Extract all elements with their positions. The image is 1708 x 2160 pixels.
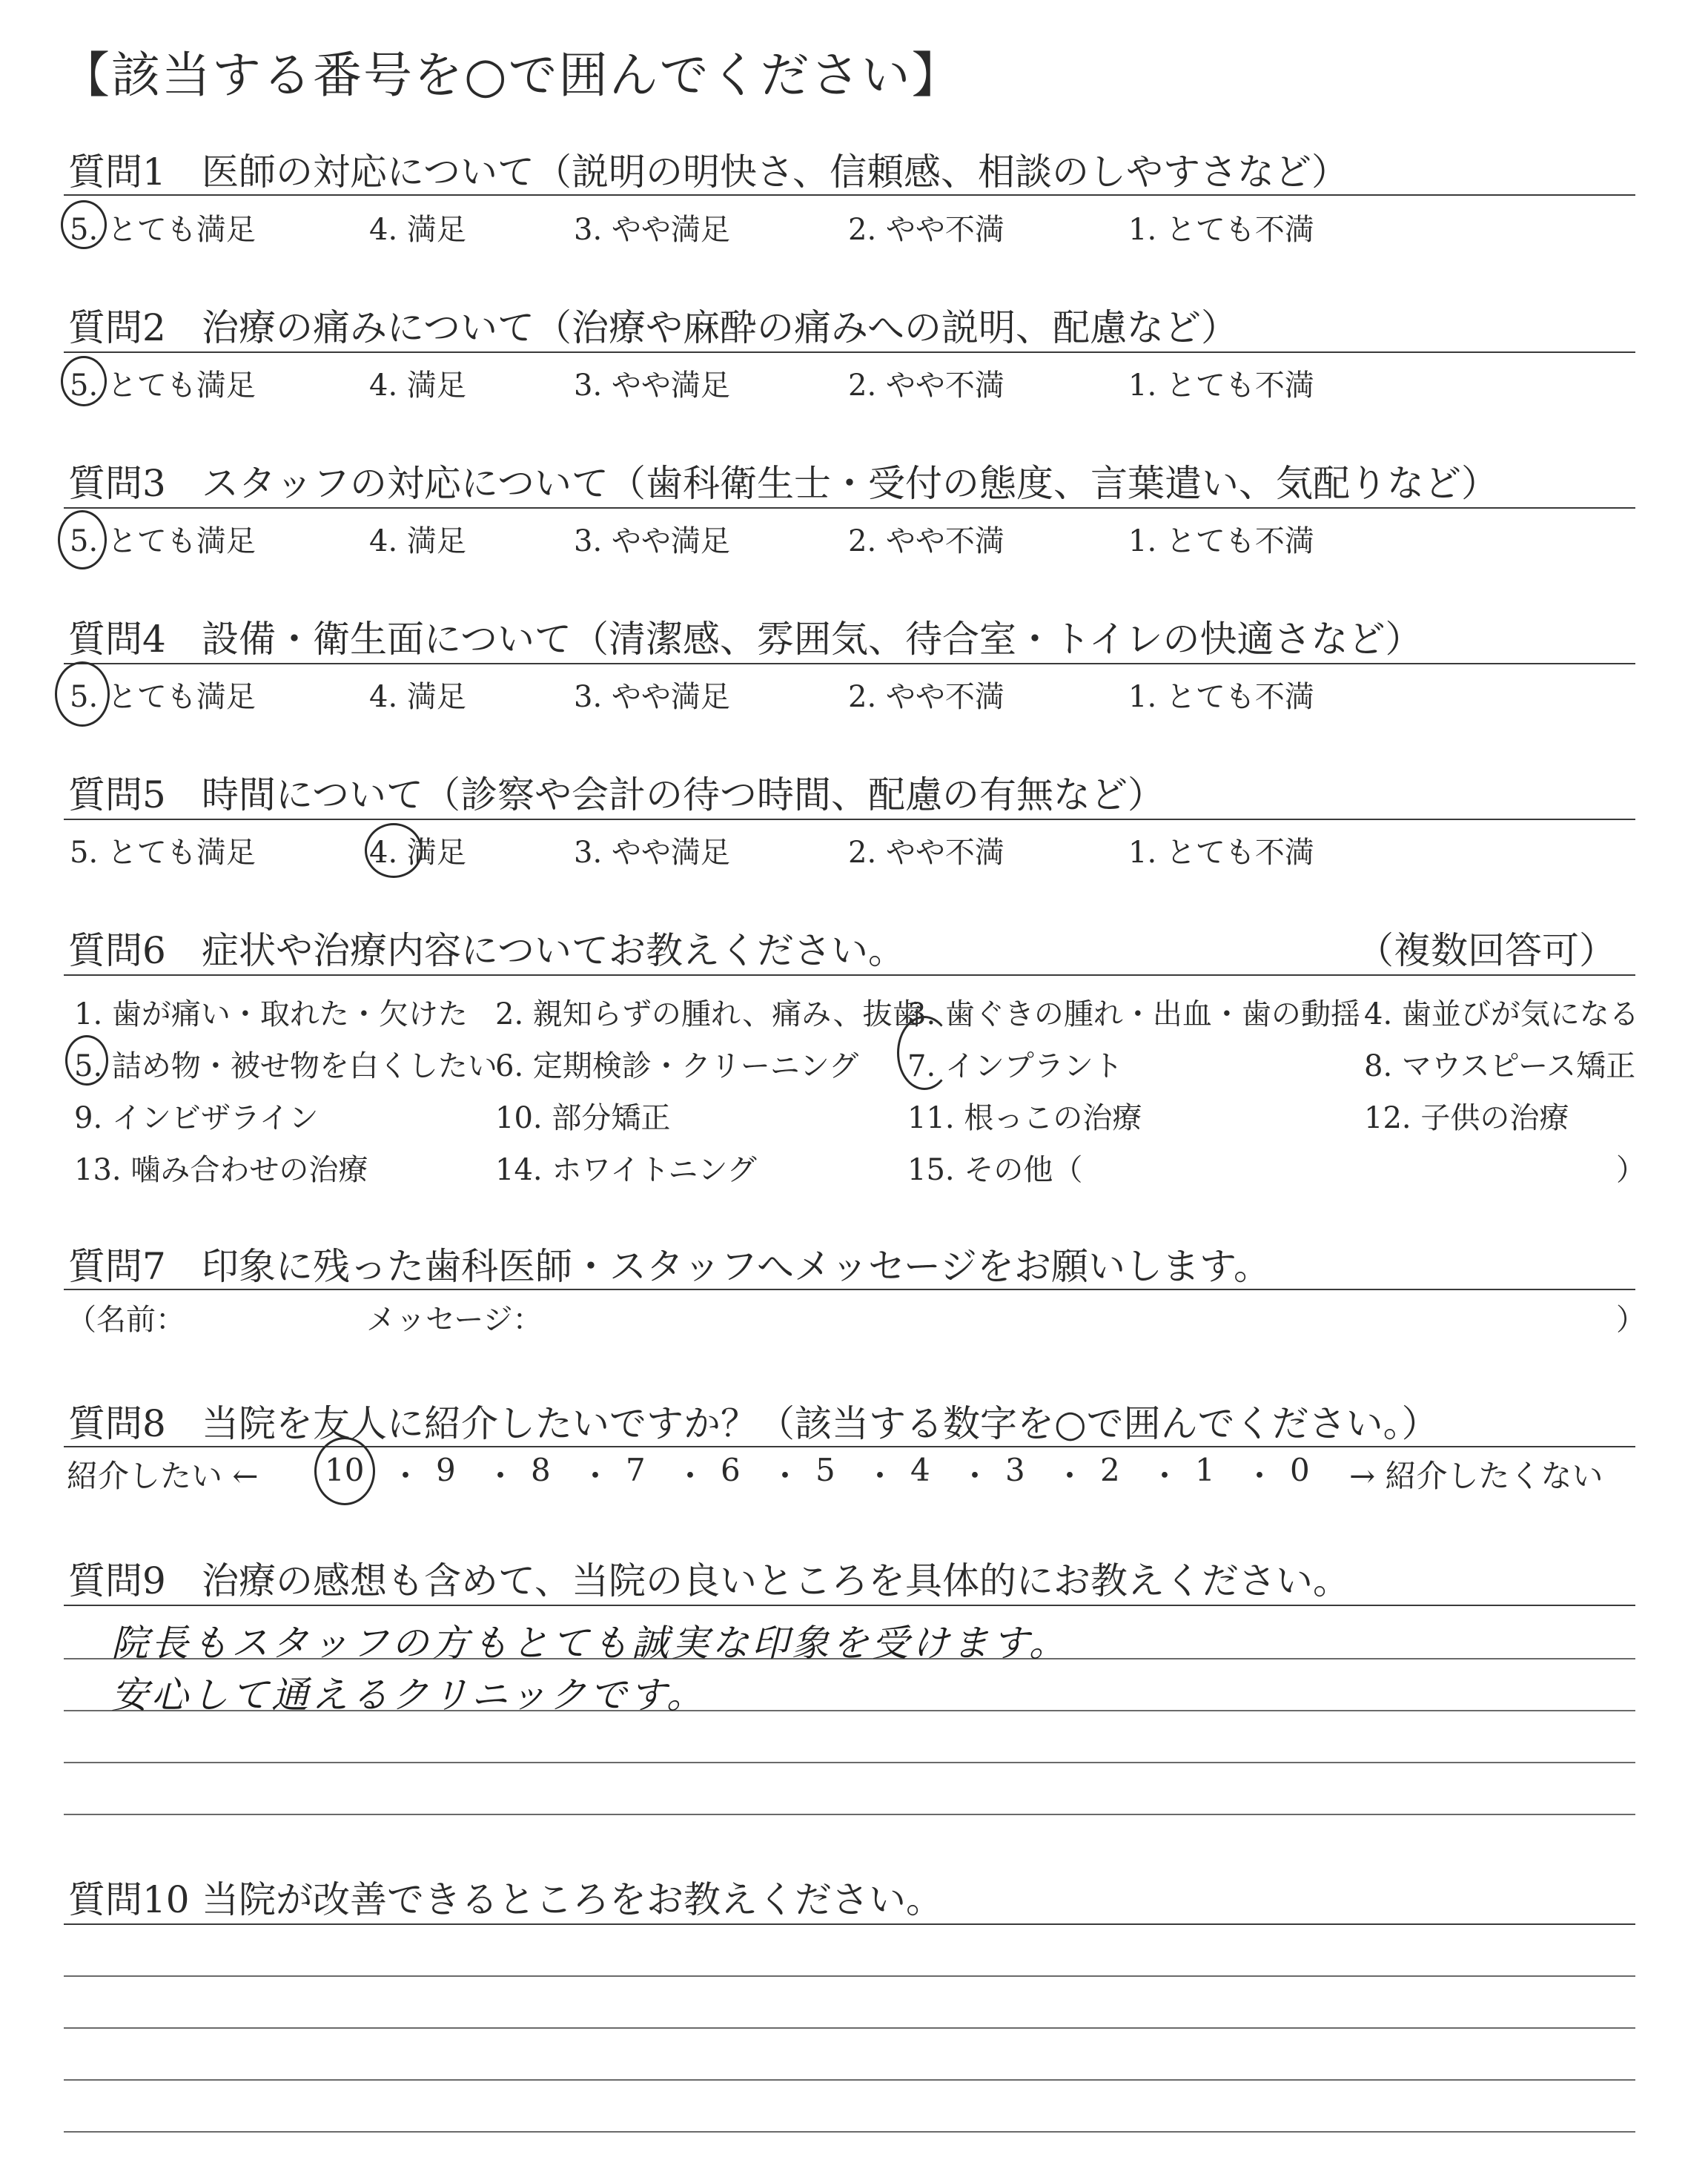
- q6-item-12[interactable]: 12. 子供の治療: [1364, 1101, 1569, 1135]
- q2-option-5[interactable]: 5. とても満足: [70, 369, 256, 403]
- question-2-divider: [64, 351, 1635, 353]
- q8-selection-circle: [314, 1437, 375, 1505]
- page-title: 【該当する番号を○で囲んでください】: [61, 47, 962, 104]
- q2-option-1[interactable]: 1. とても不満: [1128, 369, 1314, 403]
- q6-item-8[interactable]: 8. マウスピース矯正: [1364, 1049, 1636, 1083]
- q6-item-4[interactable]: 4. 歯並びが気になる: [1364, 997, 1639, 1031]
- question-1-text: 医師の対応について（説明の明快さ、信頼感、相談のしやすさなど）: [202, 151, 1348, 194]
- q9-answer-line: [64, 1814, 1635, 1815]
- q6-item-10[interactable]: 10. 部分矯正: [495, 1101, 671, 1135]
- q5-option-5[interactable]: 5. とても満足: [70, 836, 256, 870]
- question-2-label: 質問2: [68, 306, 166, 349]
- q4-option-3[interactable]: 3. やや満足: [574, 680, 730, 714]
- q7-message-label: メッセージ：: [366, 1303, 543, 1337]
- question-9-label: 質問9: [68, 1559, 166, 1602]
- q2-option-3[interactable]: 3. やや満足: [574, 369, 730, 403]
- q10-answer-line: [64, 2131, 1635, 2133]
- question-7-label: 質問7: [68, 1245, 166, 1288]
- q2-selection-circle: [61, 356, 107, 406]
- question-10-label: 質問10: [68, 1878, 190, 1921]
- q8-dot: ・: [580, 1458, 612, 1494]
- q6-item-6[interactable]: 6. 定期検診・クリーニング: [495, 1049, 859, 1083]
- q5-selection-circle: [365, 823, 423, 878]
- q8-scale-5[interactable]: 5: [815, 1452, 835, 1488]
- q3-option-4[interactable]: 4. 満足: [369, 524, 466, 558]
- question-10-text: 当院が改善できるところをお教えください。: [202, 1878, 943, 1921]
- q9-handwritten-answer-line-1: 院長もスタッフの方もとても誠実な印象を受けます。: [111, 1622, 1069, 1665]
- q5-option-3[interactable]: 3. やや満足: [574, 836, 730, 870]
- q6-item-3[interactable]: 3. 歯ぐきの腫れ・出血・歯の動揺: [907, 997, 1360, 1031]
- q2-option-4[interactable]: 4. 満足: [369, 369, 466, 403]
- q1-option-2[interactable]: 2. やや不満: [848, 213, 1004, 247]
- q4-option-4[interactable]: 4. 満足: [369, 680, 466, 714]
- q8-scale-9[interactable]: 9: [436, 1452, 456, 1488]
- question-4-label: 質問4: [68, 618, 166, 661]
- question-9-text: 治療の感想も含めて、当院の良いところを具体的にお教えください。: [202, 1559, 1350, 1602]
- question-8-text: 当院を友人に紹介したいですか？（該当する数字を○で囲んでください。）: [202, 1402, 1439, 1445]
- question-9-divider: [64, 1605, 1635, 1606]
- q4-option-5[interactable]: 5. とても満足: [70, 680, 256, 714]
- q3-option-3[interactable]: 3. やや満足: [574, 524, 730, 558]
- q6-item-15-close-paren: ）: [1616, 1153, 1646, 1187]
- question-6-label: 質問6: [68, 929, 166, 972]
- q8-dot: ・: [675, 1458, 706, 1494]
- q3-selection-circle: [58, 510, 107, 569]
- q8-scale-2[interactable]: 2: [1100, 1452, 1120, 1488]
- q1-option-3[interactable]: 3. やや満足: [574, 213, 730, 247]
- q8-scale-7[interactable]: 7: [626, 1452, 646, 1488]
- question-8-divider: [64, 1446, 1635, 1447]
- q6-item-1[interactable]: 1. 歯が痛い・取れた・欠けた: [74, 997, 468, 1031]
- q8-scale-3[interactable]: 3: [1005, 1452, 1025, 1488]
- question-2-text: 治療の痛みについて（治療や麻酔の痛みへの説明、配慮など）: [202, 306, 1238, 349]
- question-3-divider: [64, 507, 1635, 509]
- q1-selection-circle: [61, 200, 107, 249]
- question-6-note: （複数回答可）: [1357, 929, 1616, 972]
- q9-handwritten-answer-line-2: 安心して通えるクリニックです。: [111, 1674, 706, 1717]
- q6-item-2[interactable]: 2. 親知らずの腫れ、痛み、抜歯: [495, 997, 922, 1031]
- q8-scale-0[interactable]: 0: [1290, 1452, 1310, 1488]
- question-5-label: 質問5: [68, 773, 166, 816]
- q8-scale-1[interactable]: 1: [1195, 1452, 1215, 1488]
- q6-item-11[interactable]: 11. 根っこの治療: [907, 1101, 1142, 1135]
- question-6-divider: [64, 974, 1635, 976]
- q6-item-5[interactable]: 5. 詰め物・被せ物を白くしたい: [74, 1049, 497, 1083]
- q4-option-2[interactable]: 2. やや不満: [848, 680, 1004, 714]
- q8-scale-10[interactable]: 10: [325, 1452, 365, 1488]
- q8-scale-4[interactable]: 4: [910, 1452, 930, 1488]
- q7-close-paren: ）: [1616, 1303, 1646, 1337]
- q6-item-5-selection-circle: [65, 1035, 108, 1086]
- q7-name-label: （名前：: [67, 1303, 185, 1337]
- q4-selection-circle: [55, 661, 110, 727]
- question-8-label: 質問8: [68, 1402, 166, 1445]
- q6-item-15[interactable]: 15. その他（: [907, 1153, 1083, 1187]
- question-7-divider: [64, 1289, 1635, 1290]
- q2-option-2[interactable]: 2. やや不満: [848, 369, 1004, 403]
- q3-option-5[interactable]: 5. とても満足: [70, 524, 256, 558]
- q6-item-14[interactable]: 14. ホワイトニング: [495, 1153, 757, 1187]
- question-4-text: 設備・衛生面について（清潔感、雰囲気、待合室・トイレの快適さなど）: [202, 618, 1423, 661]
- q8-dot: ・: [390, 1458, 422, 1494]
- q5-option-1[interactable]: 1. とても不満: [1128, 836, 1314, 870]
- q9-answer-line: [64, 1762, 1635, 1763]
- q8-left-label: 紹介したい ←: [67, 1458, 259, 1494]
- q8-dot: ・: [485, 1458, 517, 1494]
- question-5-text: 時間について（診察や会計の待つ時間、配慮の有無など）: [202, 773, 1165, 816]
- question-5-divider: [64, 819, 1635, 820]
- question-10-divider: [64, 1923, 1635, 1925]
- question-7-text: 印象に残った歯科医師・スタッフへメッセージをお願いします。: [202, 1245, 1271, 1288]
- q1-option-5[interactable]: 5. とても満足: [70, 213, 256, 247]
- q10-answer-line: [64, 2027, 1635, 2029]
- q1-option-1[interactable]: 1. とても不満: [1128, 213, 1314, 247]
- question-3-label: 質問3: [68, 462, 166, 505]
- question-1-divider: [64, 194, 1635, 196]
- q8-dot: ・: [1244, 1458, 1276, 1494]
- q6-item-7[interactable]: 7. インプラント: [907, 1049, 1123, 1083]
- q8-right-label: → 紹介したくない: [1349, 1458, 1603, 1494]
- q5-option-4[interactable]: 4. 満足: [369, 836, 466, 870]
- q10-answer-line: [64, 1975, 1635, 1977]
- q6-item-9[interactable]: 9. インビザライン: [74, 1101, 319, 1135]
- q10-answer-line: [64, 2079, 1635, 2081]
- question-3-text: スタッフの対応について（歯科衛生士・受付の態度、言葉遣い、気配りなど）: [202, 462, 1498, 505]
- q8-dot: ・: [1149, 1458, 1181, 1494]
- question-4-divider: [64, 663, 1635, 664]
- q8-scale-8[interactable]: 8: [531, 1452, 551, 1488]
- question-1-label: 質問1: [68, 151, 166, 194]
- q1-option-4[interactable]: 4. 満足: [369, 213, 466, 247]
- q8-dot: ・: [1054, 1458, 1086, 1494]
- q3-option-1[interactable]: 1. とても不満: [1128, 524, 1314, 558]
- q5-option-2[interactable]: 2. やや不満: [848, 836, 1004, 870]
- q8-dot: ・: [864, 1458, 896, 1494]
- q6-item-7-selection-circle: [897, 1016, 952, 1090]
- q3-option-2[interactable]: 2. やや不満: [848, 524, 1004, 558]
- q6-item-13[interactable]: 13. 噛み合わせの治療: [74, 1153, 368, 1187]
- q8-dot: ・: [769, 1458, 801, 1494]
- question-6-text: 症状や治療内容についてお教えください。: [202, 929, 905, 972]
- q8-dot: ・: [959, 1458, 991, 1494]
- q8-scale-6[interactable]: 6: [721, 1452, 741, 1488]
- q4-option-1[interactable]: 1. とても不満: [1128, 680, 1314, 714]
